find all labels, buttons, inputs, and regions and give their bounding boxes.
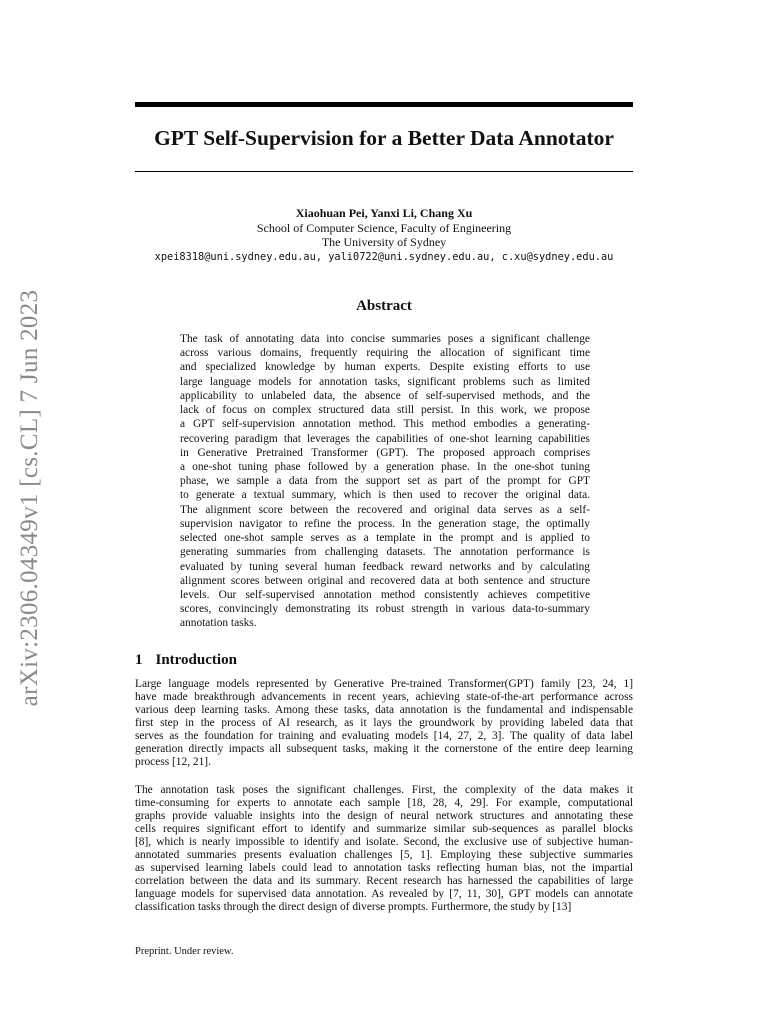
paragraph-line: first step in the process of AI research, as it lays the groundwork by providing labeled data that <box>135 717 633 729</box>
paragraph-line: time-consuming for experts to annotate each sample [18, 28, 4, 29]. For example, computational <box>135 797 633 809</box>
author-names: Xiaohuan Pei, Yanxi Li, Chang Xu <box>295 206 473 220</box>
abstract-line: large language models for annotation tasks, significant problems such as limited <box>180 375 590 388</box>
abstract-line: a one-shot tuning phase followed by a generation phase. In the one-shot tuning <box>180 460 590 473</box>
abstract-line: and specialized knowledge by human experts. Despite existing efforts to use <box>180 361 590 374</box>
abstract-line: alignment scores between original and recovered data at both sentence and structure <box>180 574 590 587</box>
paragraph-line: Large language models represented by Generative Pre-trained Transformer(GPT) family [23, 24, 1] <box>135 678 633 690</box>
abstract-heading: Abstract <box>356 298 412 314</box>
abstract-line: in Generative Pretrained Transformer (GPT). The proposed approach comprises <box>180 446 590 459</box>
abstract-line: recovering paradigm that leverages the capabilities of one-shot learning capabilities <box>180 432 590 445</box>
paper-title: GPT Self-Supervision for a Better Data Annotator <box>154 126 614 150</box>
arxiv-identifier-sidebar <box>12 288 48 708</box>
abstract-line: levels. Our self-supervised annotation method consistently achieves competitive <box>180 588 590 601</box>
affiliation-school: School of Computer Science, Faculty of Engineering <box>256 220 512 235</box>
abstract-line: applicability to unlabeled data, the absence of self-supervised methods, and the <box>180 389 590 402</box>
paragraph-line: [8], which is nearly impossible to identify and isolate. Second, the exclusive use of subjective human- <box>135 836 633 848</box>
paragraph-line: process [12, 21]. <box>135 756 211 768</box>
paragraph-line: correlation between the data and its summary. Recent research has harnessed the capabilities of large <box>135 875 633 887</box>
paragraph-line: cells requires significant effort to identify and summarize similar sub-sequences as parallel blocks <box>135 823 633 835</box>
paragraph-line: language models for supervised data annotation. As revealed by [7, 11, 30], GPT models can annotate <box>135 888 633 900</box>
abstract-body <box>180 332 590 631</box>
abstract-line: to generate a textual summary, which is then used to recover the original data. <box>180 489 590 502</box>
paragraph-line: generation directly impacts all subsequent tasks, making it the cornerstone of the entire deep learning <box>135 743 633 755</box>
abstract-line: selected one-shot sample serves as a template in the prompt and is applied to <box>180 532 590 545</box>
section-title: Introduction <box>155 652 237 668</box>
paragraph-line: The annotation task poses the significant challenges. First, the complexity of the data makes it <box>135 784 633 796</box>
section-heading-introduction <box>135 652 237 669</box>
intro-paragraph-1 <box>135 678 633 769</box>
abstract-line: The alignment score between the recovered and original data serves as a self- <box>180 503 590 516</box>
abstract-line: phase, we sample a data from the support set as part of the prompt for GPT <box>180 475 590 488</box>
paragraph-line: graphs provide valuable insights into the design of neural network structures and annotating these <box>135 810 633 822</box>
title-rule-top <box>135 102 633 107</box>
abstract-line: annotation tasks. <box>180 617 257 630</box>
abstract-line: across various domains, frequently requiring the allocation of significant time <box>180 347 590 360</box>
abstract-line: scores, convincingly demonstrating its robust strength in various data-to-summary <box>180 603 590 616</box>
intro-paragraph-2 <box>135 784 633 914</box>
paragraph-line: serves as the foundation for training and evaluating models [14, 27, 2, 3]. The quality of data label <box>135 730 633 742</box>
paragraph-line: various deep learning tasks. Among these tasks, data annotation is the fundamental and indispensable <box>135 704 633 716</box>
paragraph-line: have made breakthrough advancements in recent years, achieving state-of-the-art performance across <box>135 691 633 703</box>
preprint-footer: Preprint. Under review. <box>135 946 234 957</box>
title-rule-bottom <box>135 171 633 172</box>
author-emails: xpei8318@uni.sydney.edu.au, yali0722@uni.sydney.edu.au, c.xu@sydney.edu.au <box>154 250 614 263</box>
author-block <box>135 206 633 264</box>
paragraph-line: as supervised learning labels could lead to annotation tasks reflecting human bias, not the impartial <box>135 862 633 874</box>
abstract-line: lack of focus on complex structured data still persist. In this work, we propose <box>180 404 590 417</box>
abstract-line: generating summaries from challenging datasets. The annotation performance is <box>180 546 590 559</box>
paragraph-line: annotated summaries presents evaluation challenges [5, 1]. Employing these subjective summaries <box>135 849 633 861</box>
abstract-line: supervision navigator to refine the process. In the generation stage, the optimally <box>180 517 590 530</box>
abstract-line: The task of annotating data into concise summaries poses a significant challenge <box>180 333 590 345</box>
abstract-line: evaluated by tuning several human feedback reward networks and by calculating <box>180 560 590 573</box>
abstract-line: a GPT self-supervision annotation method. This method embodies a generating- <box>180 418 590 431</box>
arxiv-identifier: arXiv:2306.04349v1 [cs.CL] 7 Jun 2023 <box>16 289 43 707</box>
paragraph-line: classification tasks through the direct design of diverse prompts. Furthermore, the study by [13] <box>135 901 572 913</box>
affiliation-university: The University of Sydney <box>321 235 447 249</box>
section-number: 1 <box>135 652 143 668</box>
